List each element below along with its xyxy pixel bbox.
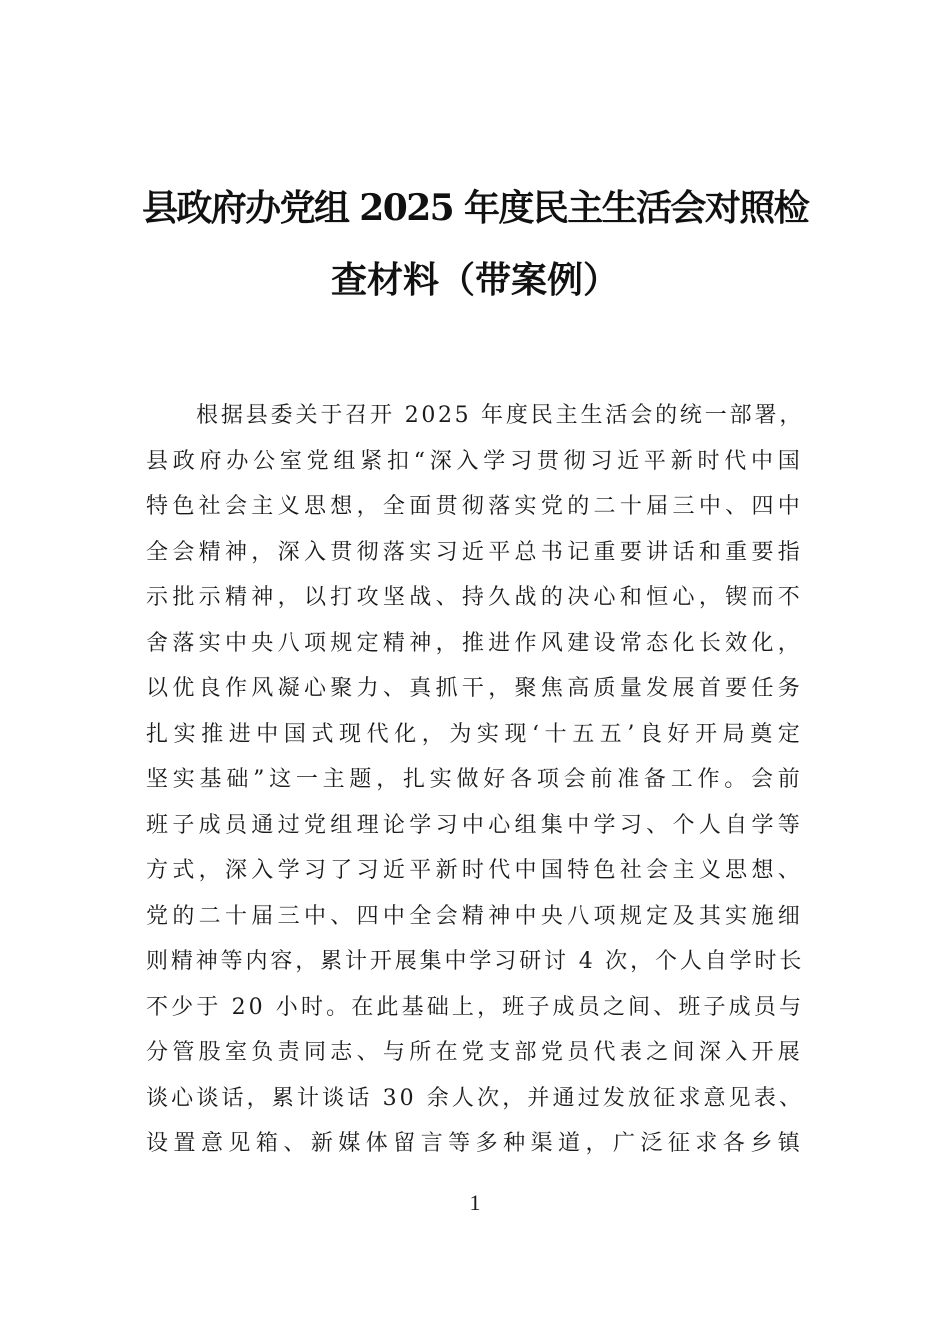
document-body (146, 393, 804, 1167)
body-line: 不少于 20 小时。在此基础上，班子成员之间、班子成员与 (146, 994, 804, 1020)
document-title (140, 188, 810, 300)
body-line: 班子成员通过党组理论学习中心组集中学习、个人自学等 (146, 812, 804, 838)
title-line-2: 查材料（带案例） (330, 259, 619, 301)
body-line: 坚实基础”这一主题，扎实做好各项会前准备工作。会前 (146, 767, 804, 792)
body-line: 根据县委关于召开 2025 年度民主生活会的统一部署， (196, 403, 804, 428)
title-line-1: 县政府办党组 2025 年度民主生活会对照检 (141, 187, 809, 229)
body-line: 党的二十届三中、四中全会精神中央八项规定及其实施细 (146, 903, 804, 929)
body-line: 县政府办公室党组紧扣“深入学习贯彻习近平新时代中国 (146, 448, 804, 474)
body-line: 方式，深入学习了习近平新时代中国特色社会主义思想、 (146, 858, 804, 883)
body-line: 舍落实中央八项规定精神，推进作风建设常态化长效化， (146, 630, 804, 656)
body-line: 则精神等内容，累计开展集中学习研讨 4 次，个人自学时长 (146, 949, 804, 974)
body-line: 谈心谈话，累计谈话 30 余人次，并通过发放征求意见表、 (146, 1085, 804, 1111)
body-line: 扎实推进中国式现代化，为实现‘十五五’良好开局奠定 (146, 721, 804, 747)
body-line: 特色社会主义思想，全面贯彻落实党的二十届三中、四中 (146, 494, 804, 519)
body-line: 以优良作风凝心聚力、真抓干，聚焦高质量发展首要任务 (146, 676, 804, 701)
page-number: 1 (469, 1190, 481, 1215)
body-line: 全会精神，深入贯彻落实习近平总书记重要讲话和重要指 (146, 539, 804, 565)
body-line: 设置意见箱、新媒体留言等多种渠道，广泛征求各乡镇 (146, 1131, 804, 1156)
body-line: 分管股室负责同志、与所在党支部党员代表之间深入开展 (146, 1040, 804, 1065)
body-line: 示批示精神，以打攻坚战、持久战的决心和恒心，锲而不 (146, 585, 804, 610)
